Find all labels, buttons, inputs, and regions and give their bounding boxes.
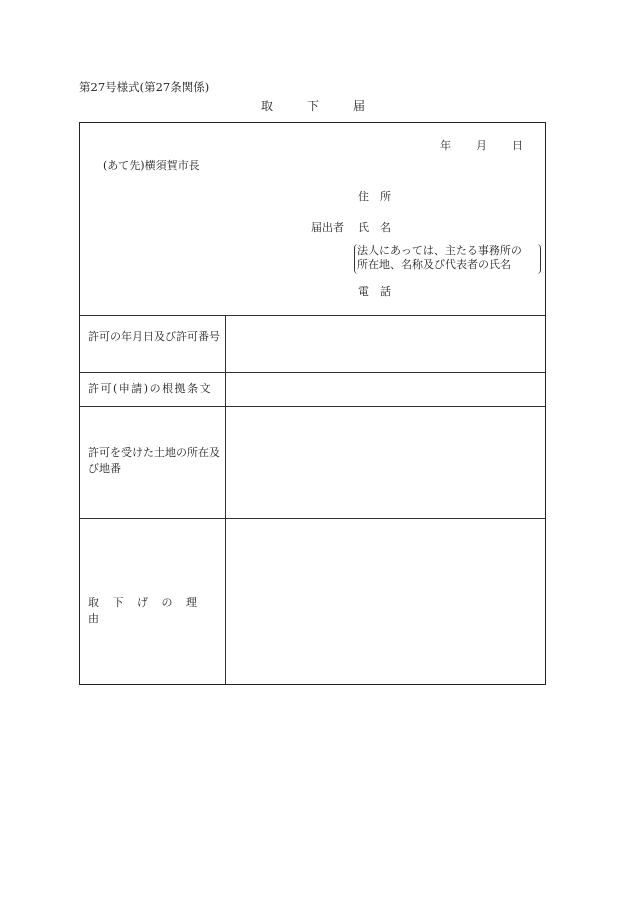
address-label: 住 所 xyxy=(358,190,391,203)
row-label-land-location: 許可を受けた土地の所在及び地番 xyxy=(88,446,220,475)
legal-basis-field[interactable] xyxy=(227,374,545,406)
title-char-3: 届 xyxy=(353,99,366,113)
date-year: 年 xyxy=(440,139,451,152)
divider xyxy=(80,518,545,519)
permit-date-number-field[interactable] xyxy=(227,317,545,372)
divider xyxy=(80,372,545,373)
land-location-field[interactable] xyxy=(227,408,545,518)
date-month: 月 xyxy=(476,139,487,152)
applicant-label: 届出者 xyxy=(311,221,344,234)
corporate-note-line-1: 法人にあっては、主たる事務所の xyxy=(357,244,522,257)
form-number: 第27号様式(第27条関係) xyxy=(79,80,210,94)
title-char-1: 取 xyxy=(261,99,274,113)
withdrawal-reason-field[interactable] xyxy=(227,520,545,684)
form-table xyxy=(79,122,546,685)
corporate-note xyxy=(354,244,541,274)
corporate-note-line-2: 所在地、名称及び代表者の氏名 xyxy=(357,258,511,271)
divider xyxy=(80,406,545,407)
phone-label: 電 話 xyxy=(358,285,391,298)
title-char-2: 下 xyxy=(307,99,320,113)
addressee: (あて先)横須賀市長 xyxy=(103,159,200,172)
name-label: 氏 名 xyxy=(358,221,391,234)
row-label-permit-date-number: 許可の年月日及び許可番号 xyxy=(88,330,220,343)
date-day: 日 xyxy=(512,139,523,152)
column-divider xyxy=(225,316,226,684)
divider xyxy=(80,315,545,316)
row-label-withdrawal-reason: 取 下 げ の 理 由 xyxy=(88,596,202,625)
row-label-legal-basis: 許可(申請)の根拠条文 xyxy=(88,382,213,395)
